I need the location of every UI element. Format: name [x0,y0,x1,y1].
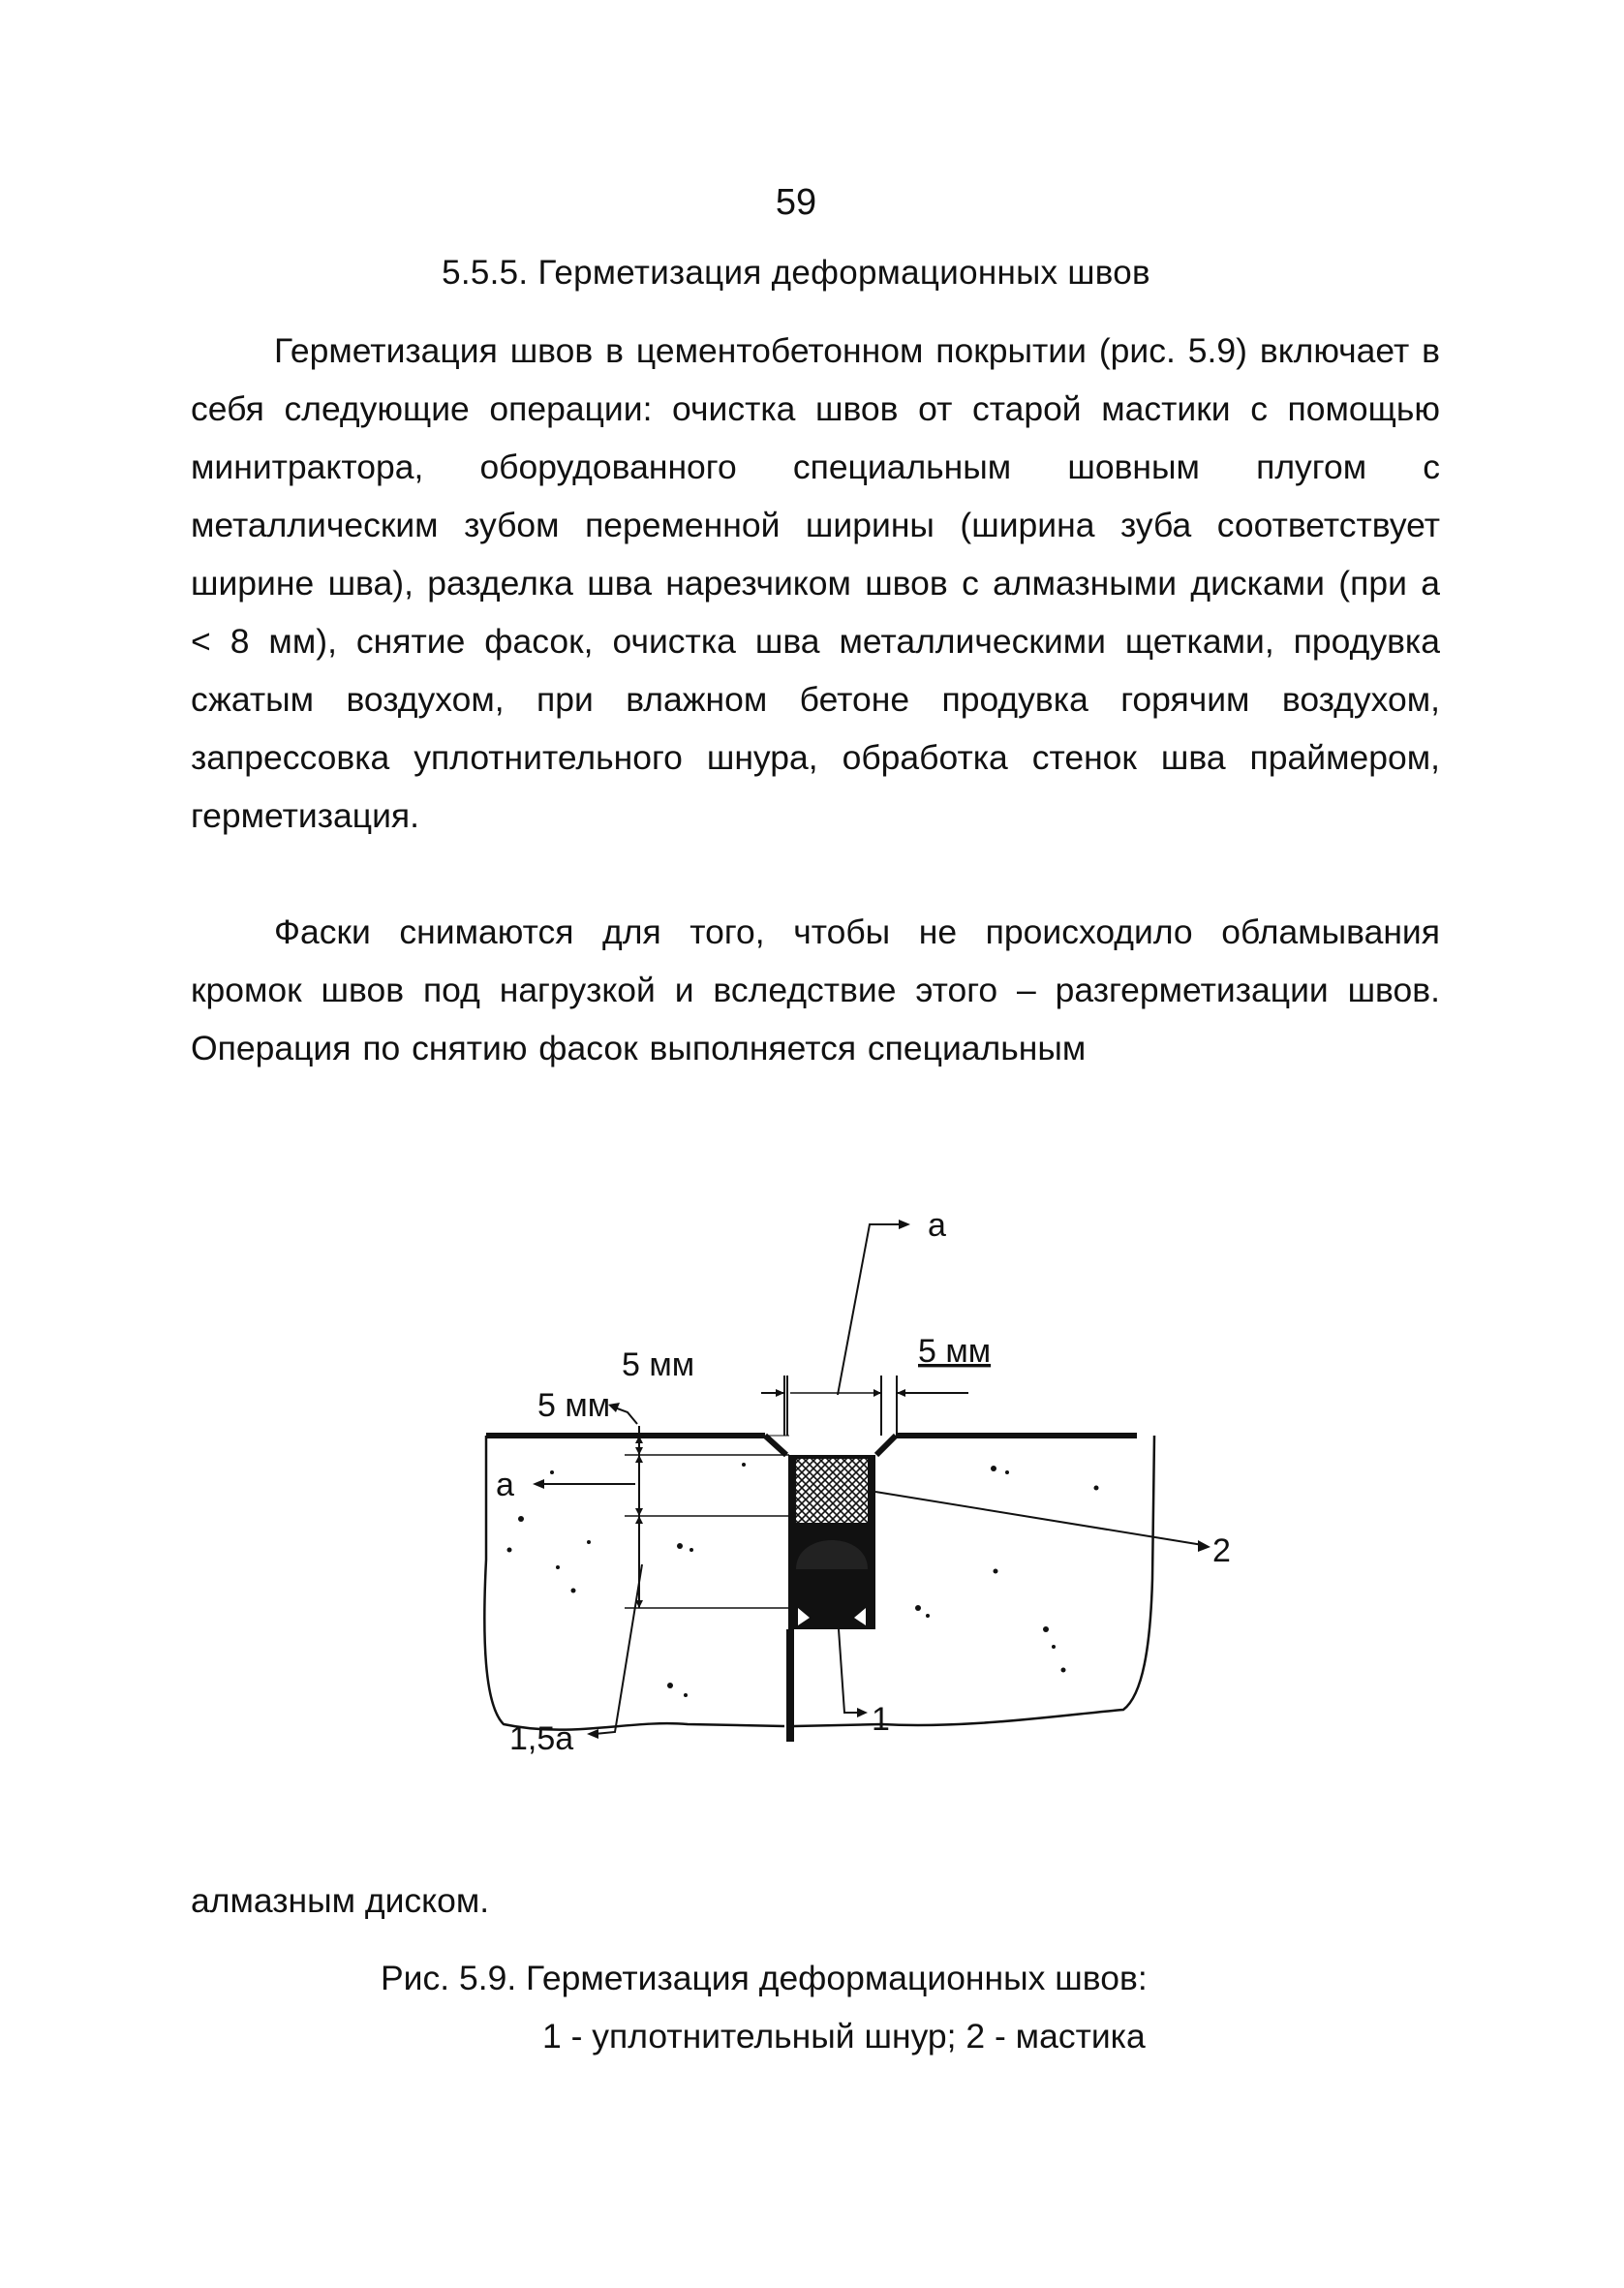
page-number: 59 [775,182,817,223]
label-5mm-chamfer: 5 мм [537,1387,611,1424]
section-heading: 5.5.5. Герметизация деформационных швов [442,254,1150,292]
figure-caption [0,1949,1592,2065]
joint-sealing-figure [465,1182,1259,1782]
chamfer-left [765,1436,786,1455]
label-a-top: а [928,1207,946,1244]
label-1-5a: 1,5а [509,1720,574,1757]
label-5mm-left: 5 мм [622,1346,695,1383]
paragraph-1: Герметизация швов в цементобетонном покрытии (рис. 5.9) включает в себя следующие операции: очистка швов от старой мастики с помощью минитрактора, оборудованного специальным шовным плугом с металлическим зубом переменной ширины (ширина зуба соответствует ширине шва), разделка шва нарезчиком швов с алмазными дисками (при а < 8 мм), снятие фасок, очистка шва металлическими щетками, продувка сжатым воздухом, при влажном бетоне продувка горячим воздухом, запрессовка уплотнительного шнура, обработка стенок шва праймером, герметизация. [191,331,1440,835]
chamfer-right [876,1436,896,1455]
label-a-depth: а [496,1467,514,1503]
label-5mm-right: 5 мм [918,1333,992,1370]
caption-line-2: 1 - уплотнительный шнур; 2 - мастика [542,2017,1146,2056]
label-2: 2 [1212,1532,1231,1569]
paragraph-2: Фаски снимаются для того, чтобы не происходило обламывания кромок швов под нагрузкой и вследствие этого – разгерметизации швов. Операция по снятию фасок выполняется специальным [191,912,1440,1067]
caption-line-1: Рис. 5.9. Герметизация деформационных швов: [381,1959,1148,1997]
paragraph-2-tail: алмазным диском. [191,1881,490,1920]
mastic [796,1459,868,1523]
label-1: 1 [872,1701,890,1738]
joint-diagram [465,1182,1259,1782]
